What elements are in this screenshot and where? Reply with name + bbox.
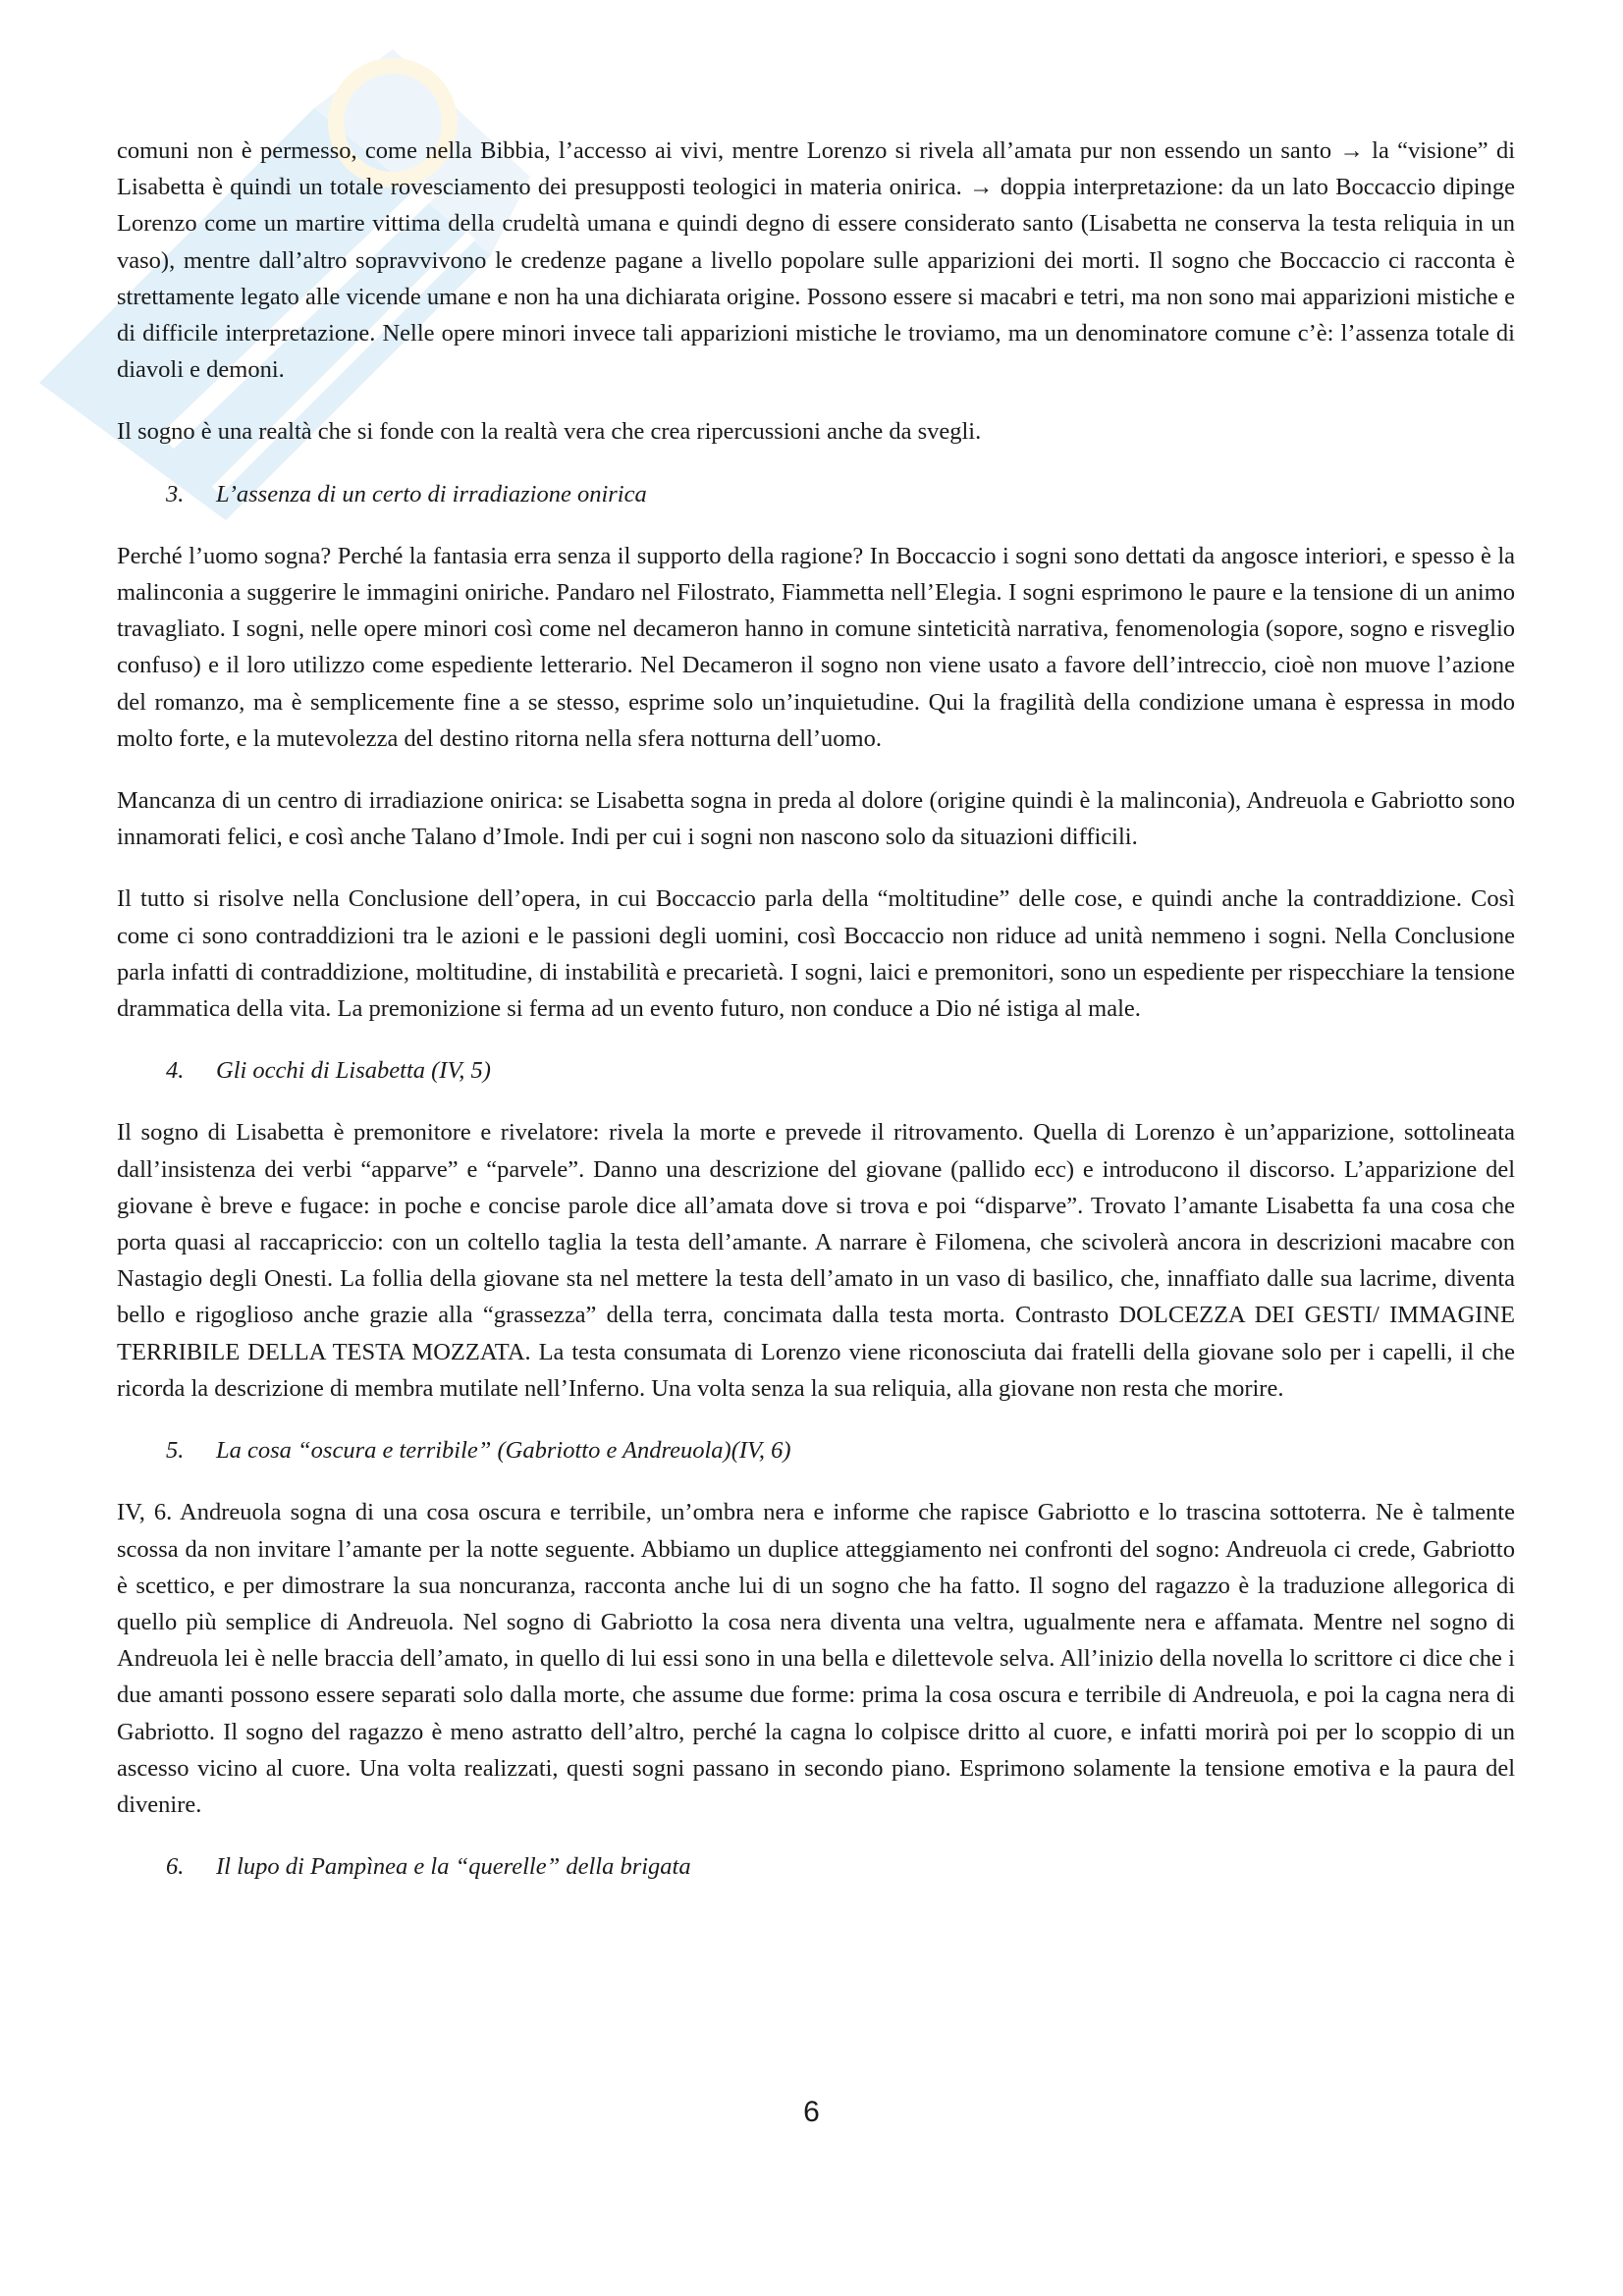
paragraph: Il sogno è una realtà che si fonde con la realtà vera che crea ripercussioni anche da svegli. [117, 418, 982, 446]
section-heading-4 [166, 1052, 1515, 1089]
page-content [117, 133, 1515, 1910]
paragraph: Perché l’uomo sogna? Perché la fantasia erra senza il supporto della ragione? In Boccaccio i sogni sono dettati da angosce interiori, e spesso è la malinconia a suggerire le immagini oniriche. Pandaro nel Filostrato, Fiammetta nell’Elegia. I sogni esprimono le paure e la tensione di un animo travagliato. I sogni, nelle opere minori così come nel decameron hanno in comune sinteticità narrativa, fenomenologia (sopore, sogno e risveglio confuso) e il loro utilizzo come espediente letterario. Nel Decameron il sogno non viene usato a favore dell’intreccio, cioè non muove l’azione del romanzo, ma è semplicemente fine a se stesso, esprime solo un’inquietudine. Qui la fragilità della condizione umana è espressa in modo molto forte, e la mutevolezza del destino ritorna nella sfera notturna dell’uomo. [117, 542, 1515, 752]
paragraph: Mancanza di un centro di irradiazione onirica: se Lisabetta sogna in preda al dolore (origine quindi è la malinconia), Andreuola e Gabriotto sono innamorati felici, e così anche Talano d’Imole. Indi per cui i sogni non nascono solo da situazioni difficili. [117, 787, 1515, 851]
section-title: Il lupo di Pampìnea e la “querelle” della brigata [216, 1853, 691, 1881]
section-heading-5 [166, 1432, 1515, 1468]
section-title: Gli occhi di Lisabetta (IV, 5) [216, 1057, 491, 1085]
section-title: L’assenza di un certo di irradiazione onirica [216, 480, 647, 507]
section-number: 5. [166, 1437, 185, 1465]
paragraph: Il tutto si risolve nella Conclusione dell’opera, in cui Boccaccio parla della “moltitudine” delle cose, e quindi anche la contraddizione. Così come ci sono contraddizioni tra le azioni e le passioni degli uomini, così Boccaccio non riduce ad unità nemmeno i sogni. Nella Conclusione parla infatti di contraddizione, moltitudine, di instabilità e precarietà. I sogni, laici e premonitori, sono un espediente per rispecchiare la tensione drammatica della vita. La premonizione si ferma ad un evento futuro, non conduce a Dio né istiga al male. [117, 885, 1515, 1023]
paragraph: IV, 6. Andreuola sogna di una cosa oscura e terribile, un’ombra nera e informe che rapisce Gabriotto e lo trascina sottoterra. Ne è talmente scossa da non invitare l’amante per la notte seguente. Abbiamo un duplice atteggiamento nei confronti del sogno: Andreuola ci crede, Gabriotto è scettico, e per dimostrare la sua noncuranza, racconta anche lui di un sogno che ha fatto. Il sogno del ragazzo è la traduzione allegorica di quello più semplice di Andreuola. Nel sogno di Gabriotto la cosa nera diventa una veltra, ugualmente nera e affamata. Mentre nel sogno di Andreuola lei è nelle braccia dell’amato, in quello di lui essi sono in una bella e dilettevole selva. All’inizio della novella lo scrittore ci dice che i due amanti possono essere separati solo dalla morte, che assume due forme: prima la cosa oscura e terribile di Andreuola, e poi la cagna nera di Gabriotto. Il sogno del ragazzo è meno astratto dell’altro, perché la cagna lo colpisce dritto al cuore, e infatti morirà poi per lo scoppio di un ascesso vicino al cuore. Una volta realizzati, questi sogni passano in secondo piano. Esprimono solamente la tensione emotiva e la paura del divenire. [117, 1499, 1515, 1818]
paragraph: comuni non è permesso, come nella Bibbia, l’accesso ai vivi, mentre Lorenzo si rivela all’amata pur non essendo un santo → la “visione” di Lisabetta è quindi un totale rovesciamento dei presupposti teologici in materia onirica. → doppia interpretazione: da un lato Boccaccio dipinge Lorenzo come un martire vittima della crudeltà umana e quindi degno di essere considerato santo (Lisabetta ne conserva la testa reliquia in un vaso), mentre dall’altro sopravvivono le credenze pagane a livello popolare sulle apparizioni dei morti. Il sogno che Boccaccio ci racconta è strettamente legato alle vicende umane e non ha una dichiarata origine. Possono essere si macabri e tetri, ma non sono mai apparizioni mistiche e di difficile interpretazione. Nelle opere minori invece tali apparizioni mistiche le troviamo, ma un denominatore comune c’è: l’assenza totale di diavoli e demoni. [117, 137, 1515, 384]
section-number: 4. [166, 1057, 185, 1085]
section-heading-3 [166, 476, 1515, 512]
section-title: La cosa “oscura e terribile” (Gabriotto e Andreuola)(IV, 6) [216, 1437, 791, 1465]
section-number: 3. [166, 480, 185, 507]
paragraph: Il sogno di Lisabetta è premonitore e rivelatore: rivela la morte e prevede il ritrovamento. Quella di Lorenzo è un’apparizione, sottolineata dall’insistenza dei verbi “apparve” e “parvele”. Danno una descrizione del giovane (pallido ecc) e introducono il discorso. L’apparizione del giovane è breve e fugace: in poche e concise parole dice all’amata dove si trova e poi “disparve”. Trovato l’amante Lisabetta fa una cosa che porta quasi al raccapriccio: con un coltello taglia la testa dell’amante. A narrare è Filomena, che scivolerà ancora in descrizioni macabre con Nastagio degli Onesti. La follia della giovane sta nel mettere la testa dell’amato in un vaso di basilico, che, innaffiato dalle sua lacrime, diventa bello e rigoglioso anche grazie alla “grassezza” della terra, concimata dalla testa morta. Contrasto DOLCEZZA DEI GESTI/ IMMAGINE TERRIBILE DELLA TESTA MOZZATA. La testa consumata di Lorenzo viene riconosciuta dai fratelli della giovane solo per i capelli, il che ricorda la descrizione di membra mutilate nell’Inferno. Una volta senza la sua reliquia, alla giovane non resta che morire. [117, 1119, 1515, 1402]
section-number: 6. [166, 1853, 185, 1881]
section-heading-6 [166, 1848, 1515, 1885]
page-number: 6 [803, 2096, 820, 2128]
